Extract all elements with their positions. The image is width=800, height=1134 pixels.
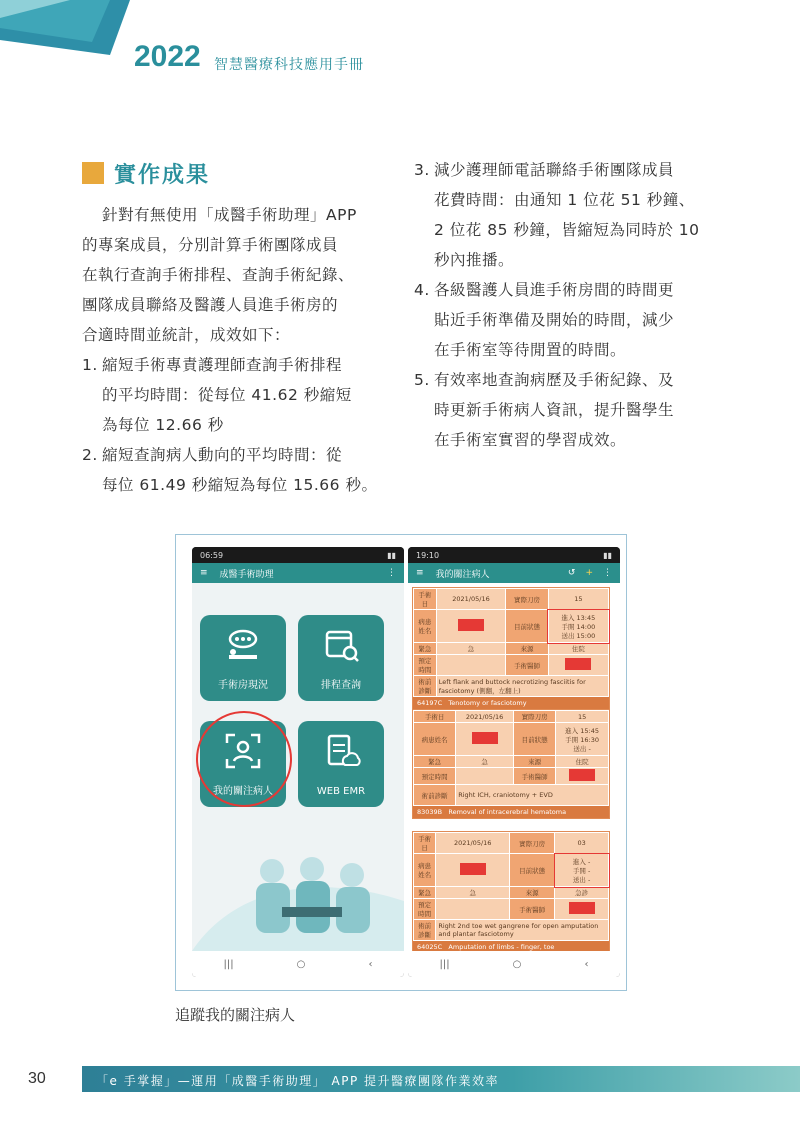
label: 緊急 — [414, 887, 436, 899]
more-icon[interactable]: ⋮ — [603, 568, 612, 578]
section-title: 實作成果 — [114, 163, 211, 188]
signal-icon: ▮▮ — [603, 550, 612, 560]
status-value: 進入 13:45 手開 14:00 送出 15:00 — [548, 610, 608, 643]
card-table — [413, 832, 609, 941]
add-icon[interactable]: + — [585, 568, 593, 578]
procedure-code: 64197C — [417, 699, 443, 707]
app-title: 我的關注病人 — [435, 569, 490, 580]
header-title: 智慧醫療科技應用手冊 — [214, 57, 364, 73]
name-redacted — [456, 723, 514, 756]
label: 手術醫師 — [513, 768, 555, 785]
section-marker — [82, 162, 104, 184]
label: 預定時間 — [414, 899, 436, 920]
label: 來源 — [506, 643, 548, 655]
name-redacted — [436, 610, 505, 643]
label: 實際刀房 — [513, 711, 555, 723]
label: 實際刀房 — [510, 833, 555, 854]
source-value: 急診 — [555, 887, 609, 899]
intro-line: 的專案成員，分別計算手術團隊成員 — [82, 236, 339, 254]
label: 術前診斷 — [414, 920, 436, 941]
home-icon[interactable]: ○ — [512, 958, 522, 970]
card-table — [413, 710, 609, 806]
label: 來源 — [510, 887, 555, 899]
patient-card[interactable] — [412, 709, 610, 819]
signal-icon: ▮▮ — [387, 550, 396, 560]
surgeons-illustration — [192, 831, 404, 951]
recents-icon[interactable]: ||| — [223, 958, 234, 970]
label: 手術日 — [414, 589, 437, 610]
history-icon[interactable]: ↺ — [567, 568, 576, 578]
surgeon-redacted — [556, 768, 609, 785]
redaction-box — [458, 619, 484, 631]
intro-line: 團隊成員聯絡及醫護人員進手術房的 — [82, 296, 339, 314]
app-bar — [408, 563, 620, 583]
label: 病患姓名 — [414, 854, 436, 887]
figure-caption: 追蹤我的關注病人 — [175, 1006, 296, 1024]
intro-line: 在執行查詢手術排程、查詢手術紀錄、 — [82, 266, 355, 284]
redaction-box — [565, 658, 591, 670]
room-value: 15 — [548, 589, 608, 610]
date-value: 2021/05/16 — [456, 711, 514, 723]
phone-home-screen — [192, 547, 404, 977]
label: 目前狀態 — [506, 610, 548, 643]
patient-list-body — [408, 583, 620, 951]
redaction-box — [460, 863, 486, 875]
android-nav-bar — [408, 951, 620, 977]
tile-or-status[interactable]: 手術房現況 — [200, 615, 286, 701]
label: 手術日 — [414, 833, 436, 854]
label: 手術醫師 — [506, 655, 548, 676]
diagnosis-value: Right ICH, craniotomy + EVD — [456, 785, 609, 806]
header-decoration — [0, 0, 140, 60]
procedure-row — [413, 806, 609, 818]
procedure-code: 83039B — [417, 808, 443, 816]
tile-my-patients[interactable]: 我的關注病人 — [200, 721, 286, 807]
label: 手術日 — [414, 711, 456, 723]
surgeon-redacted — [555, 899, 609, 920]
list-item: 5. 有效率地查詢病歷及手術紀錄、及 時更新手術病人資訊，提升醫學生 在手術室實習的學習成效。 — [414, 371, 675, 449]
redaction-box — [569, 769, 595, 781]
source-value: 住院 — [548, 643, 608, 655]
label: 預定時間 — [414, 655, 437, 676]
procedure-name: Removal of intracerebral hematoma — [448, 808, 567, 816]
status-value: 進入 - 手開 - 送出 - — [555, 854, 609, 887]
label: 目前狀態 — [510, 854, 555, 887]
right-column — [414, 155, 744, 455]
status-bar: 06:59 ▮▮ — [192, 547, 404, 563]
recents-icon[interactable]: ||| — [439, 958, 450, 970]
back-icon[interactable]: ‹ — [368, 958, 373, 970]
android-nav-bar — [192, 951, 404, 977]
list-item: 4. 各級醫護人員進手術房間的時間更 貼近手術準備及開始的時間，減少 在手術室等待閒置的時間。 — [414, 281, 675, 359]
redaction-box — [472, 732, 498, 744]
name-redacted — [436, 854, 510, 887]
app-title: 成醫手術助理 — [219, 569, 274, 580]
menu-icon[interactable]: ≡ — [200, 568, 208, 578]
label: 預定時間 — [414, 768, 456, 785]
label: 手術醫師 — [510, 899, 555, 920]
page-number: 30 — [28, 1070, 46, 1087]
label: 來源 — [513, 756, 555, 768]
label: 術前診斷 — [414, 785, 456, 806]
intro-line: 合適時間並統計，成效如下： — [82, 326, 291, 344]
room-value: 15 — [556, 711, 609, 723]
urgent-value: 急 — [456, 756, 514, 768]
patient-card[interactable] — [412, 587, 610, 710]
label: 實際刀房 — [506, 589, 548, 610]
procedure-name: Amputation of limbs - finger, toe — [448, 943, 555, 951]
room-value: 03 — [555, 833, 609, 854]
label: 目前狀態 — [513, 723, 555, 756]
list-item: 3. 減少護理師電話聯絡手術團隊成員 花費時間：由通知 1 位花 51 秒鐘、 2 位花 85 秒鐘，皆縮短為同時於 10 秒內推播。 — [414, 161, 700, 269]
highlight-circle — [196, 711, 292, 807]
label: 緊急 — [414, 756, 456, 768]
footer-text: 「e 手掌握」—運用「成醫手術助理」 APP 提升醫療團隊作業效率 — [96, 1074, 500, 1088]
redaction-box — [569, 902, 595, 914]
phone-patient-list — [408, 547, 620, 977]
procedure-row — [413, 697, 609, 709]
label: 術前診斷 — [414, 676, 437, 697]
diagnosis-value: Left flank and buttock necrotizing fasciitis for fasciotomy (側翻，左翻上) — [436, 676, 608, 697]
header-year: 2022 — [134, 40, 201, 73]
procedure-name: Tenotomy or fasciotomy — [448, 699, 527, 707]
app-bar — [192, 563, 404, 583]
home-body — [192, 583, 404, 951]
back-icon[interactable]: ‹ — [584, 958, 589, 970]
source-value: 住院 — [556, 756, 609, 768]
tile-web-emr[interactable]: WEB EMR — [298, 721, 384, 807]
menu-icon[interactable]: ≡ — [416, 568, 424, 578]
intro-line: 針對有無使用「成醫手術助理」APP — [102, 206, 357, 224]
date-value: 2021/05/16 — [436, 833, 510, 854]
procedure-code: 64025C — [417, 943, 443, 951]
urgent-value: 急 — [436, 643, 505, 655]
list-item: 2. 縮短查詢病人動向的平均時間：從 每位 61.49 秒縮短為每位 15.66 秒。 — [82, 446, 378, 494]
label: 緊急 — [414, 643, 437, 655]
calendar-search-icon — [321, 625, 361, 665]
label: 病患姓名 — [414, 723, 456, 756]
more-icon[interactable]: ⋮ — [387, 568, 396, 578]
list-item: 1. 縮短手術專責護理師查詢手術排程 的平均時間：從每位 41.62 秒縮短 為每位 12.66 秒 — [82, 356, 352, 434]
figure-frame — [175, 534, 627, 991]
status-bar: 19:10 ▮▮ — [408, 547, 620, 563]
status-value: 進入 15:45 手開 16:30 送出 - — [556, 723, 609, 756]
surgeon-redacted — [548, 655, 608, 676]
patient-card[interactable] — [412, 831, 610, 954]
date-value: 2021/05/16 — [436, 589, 505, 610]
document-cloud-icon — [321, 731, 361, 771]
card-table — [413, 588, 609, 697]
diagnosis-value: Right 2nd toe wet gangrene for open amputation and plantar fasciotomy — [436, 920, 609, 941]
left-column — [82, 200, 402, 500]
urgent-value: 急 — [436, 887, 510, 899]
tile-schedule-query[interactable]: 排程查詢 — [298, 615, 384, 701]
label: 病患姓名 — [414, 610, 437, 643]
home-icon[interactable]: ○ — [296, 958, 306, 970]
or-bed-icon — [223, 625, 263, 665]
